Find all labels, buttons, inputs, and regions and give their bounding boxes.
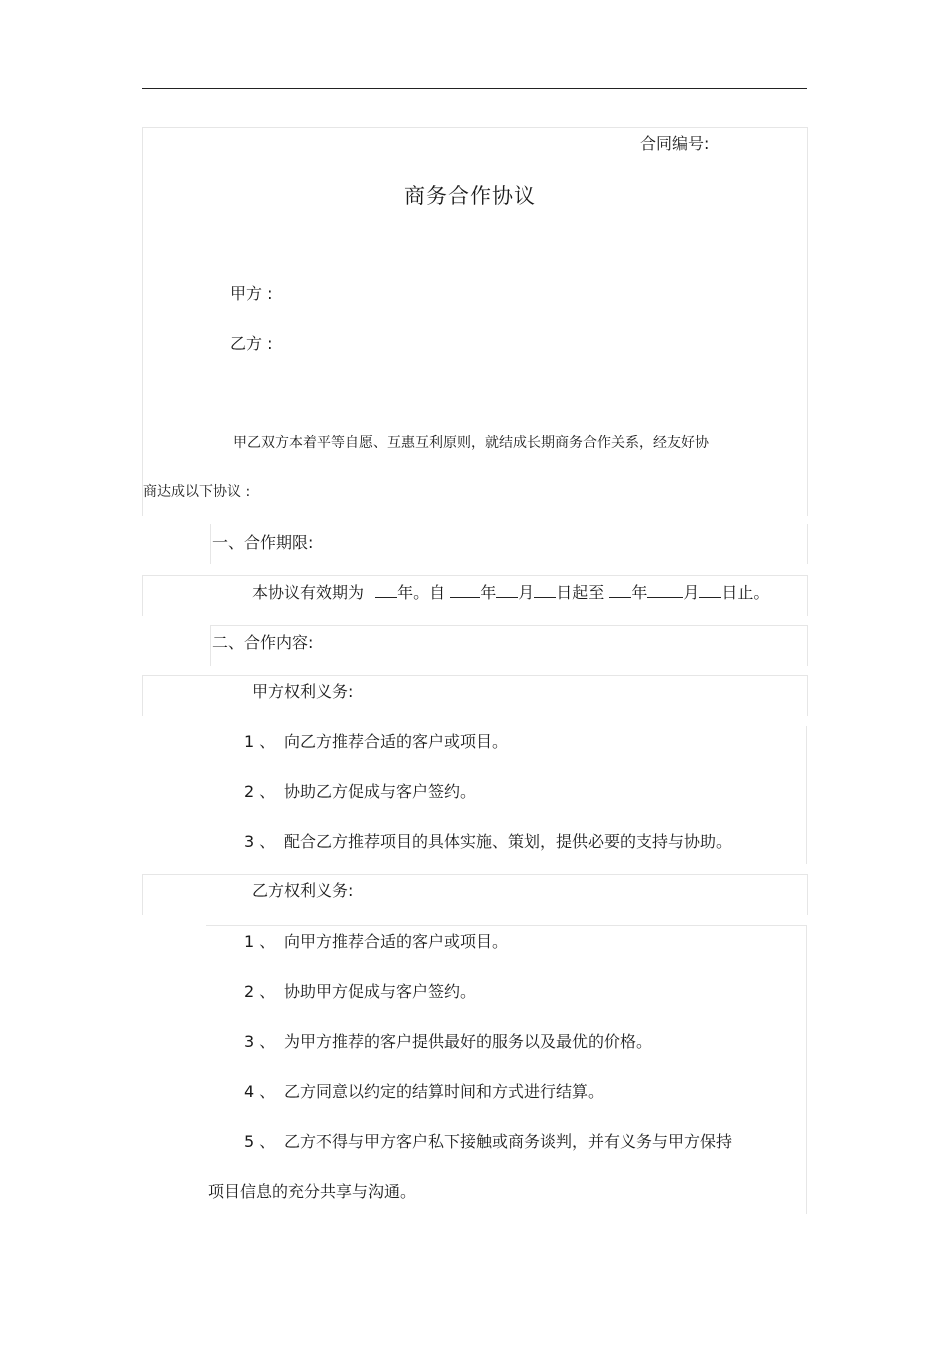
blank-end-day [699, 583, 721, 598]
duty-text: 乙方不得与甲方客户私下接触或商务谈判，并有义务与甲方保持 [284, 1132, 733, 1151]
term-from: 日起至 [556, 583, 605, 602]
party-a-duties-heading: 甲方权利义务: [252, 682, 354, 701]
frame-block-8 [206, 925, 807, 1214]
preamble-line-1: 甲乙双方本着平等自愿、互惠互利原则，就结成长期商务合作关系，经友好协 [233, 435, 709, 451]
frame-block-5 [142, 675, 808, 716]
term-m2: 月 [683, 583, 700, 602]
blank-end-month [647, 583, 683, 598]
party-b-duty-1 [244, 932, 508, 952]
party-b-duty-2 [244, 982, 476, 1002]
term-prefix: 本协议有效期为 [252, 583, 365, 602]
party-a-duty-1 [244, 732, 508, 752]
term-y: 年 [480, 583, 497, 602]
party-b-duty-5 [244, 1132, 732, 1152]
preamble-line-2: 商达成以下协议 : [143, 484, 251, 500]
party-a-label: 甲方 : [230, 284, 273, 303]
section-1-heading: 一、合作期限: [212, 533, 314, 552]
party-b-duties-heading: 乙方权利义务: [252, 881, 354, 900]
party-b-duty-3 [244, 1032, 652, 1052]
document-title: 商务合作协议 [404, 184, 536, 208]
frame-block-7 [142, 874, 808, 915]
section-2-heading: 二、合作内容: [212, 633, 314, 652]
term-clause [252, 583, 769, 603]
contract-number-label: 合同编号: [640, 134, 710, 153]
duty-number: 3 、 [244, 832, 276, 851]
header-rule [142, 88, 807, 89]
party-b-label: 乙方 : [230, 334, 273, 353]
duty-number: 4 、 [244, 1082, 276, 1101]
duty-text: 协助乙方促成与客户签约。 [284, 782, 477, 801]
duty-number: 2 、 [244, 982, 276, 1001]
duty-number: 3 、 [244, 1032, 276, 1051]
blank-years [375, 583, 397, 598]
duty-text: 向甲方推荐合适的客户或项目。 [284, 932, 509, 951]
party-b-duty-5-continuation: 项目信息的充分共享与沟通。 [208, 1182, 417, 1201]
blank-start-month [496, 583, 518, 598]
term-year-unit: 年。自 [397, 583, 446, 602]
duty-number: 1 、 [244, 932, 276, 951]
duty-text: 向乙方推荐合适的客户或项目。 [284, 732, 509, 751]
blank-start-day [534, 583, 556, 598]
party-b-duty-4 [244, 1082, 604, 1102]
party-a-duty-3 [244, 832, 732, 852]
term-end: 日止。 [721, 583, 770, 602]
blank-end-year [609, 583, 631, 598]
duty-text: 协助甲方促成与客户签约。 [284, 982, 477, 1001]
duty-number: 2 、 [244, 782, 276, 801]
duty-number: 1 、 [244, 732, 276, 751]
blank-start-year [450, 583, 480, 598]
duty-text: 配合乙方推荐项目的具体实施、策划，提供必要的支持与协助。 [284, 832, 733, 851]
term-m: 月 [518, 583, 535, 602]
duty-text: 乙方同意以约定的结算时间和方式进行结算。 [284, 1082, 605, 1101]
duty-number: 5 、 [244, 1132, 276, 1151]
term-y2: 年 [631, 583, 648, 602]
duty-text: 为甲方推荐的客户提供最好的服务以及最优的价格。 [284, 1032, 653, 1051]
party-a-duty-2 [244, 782, 476, 802]
